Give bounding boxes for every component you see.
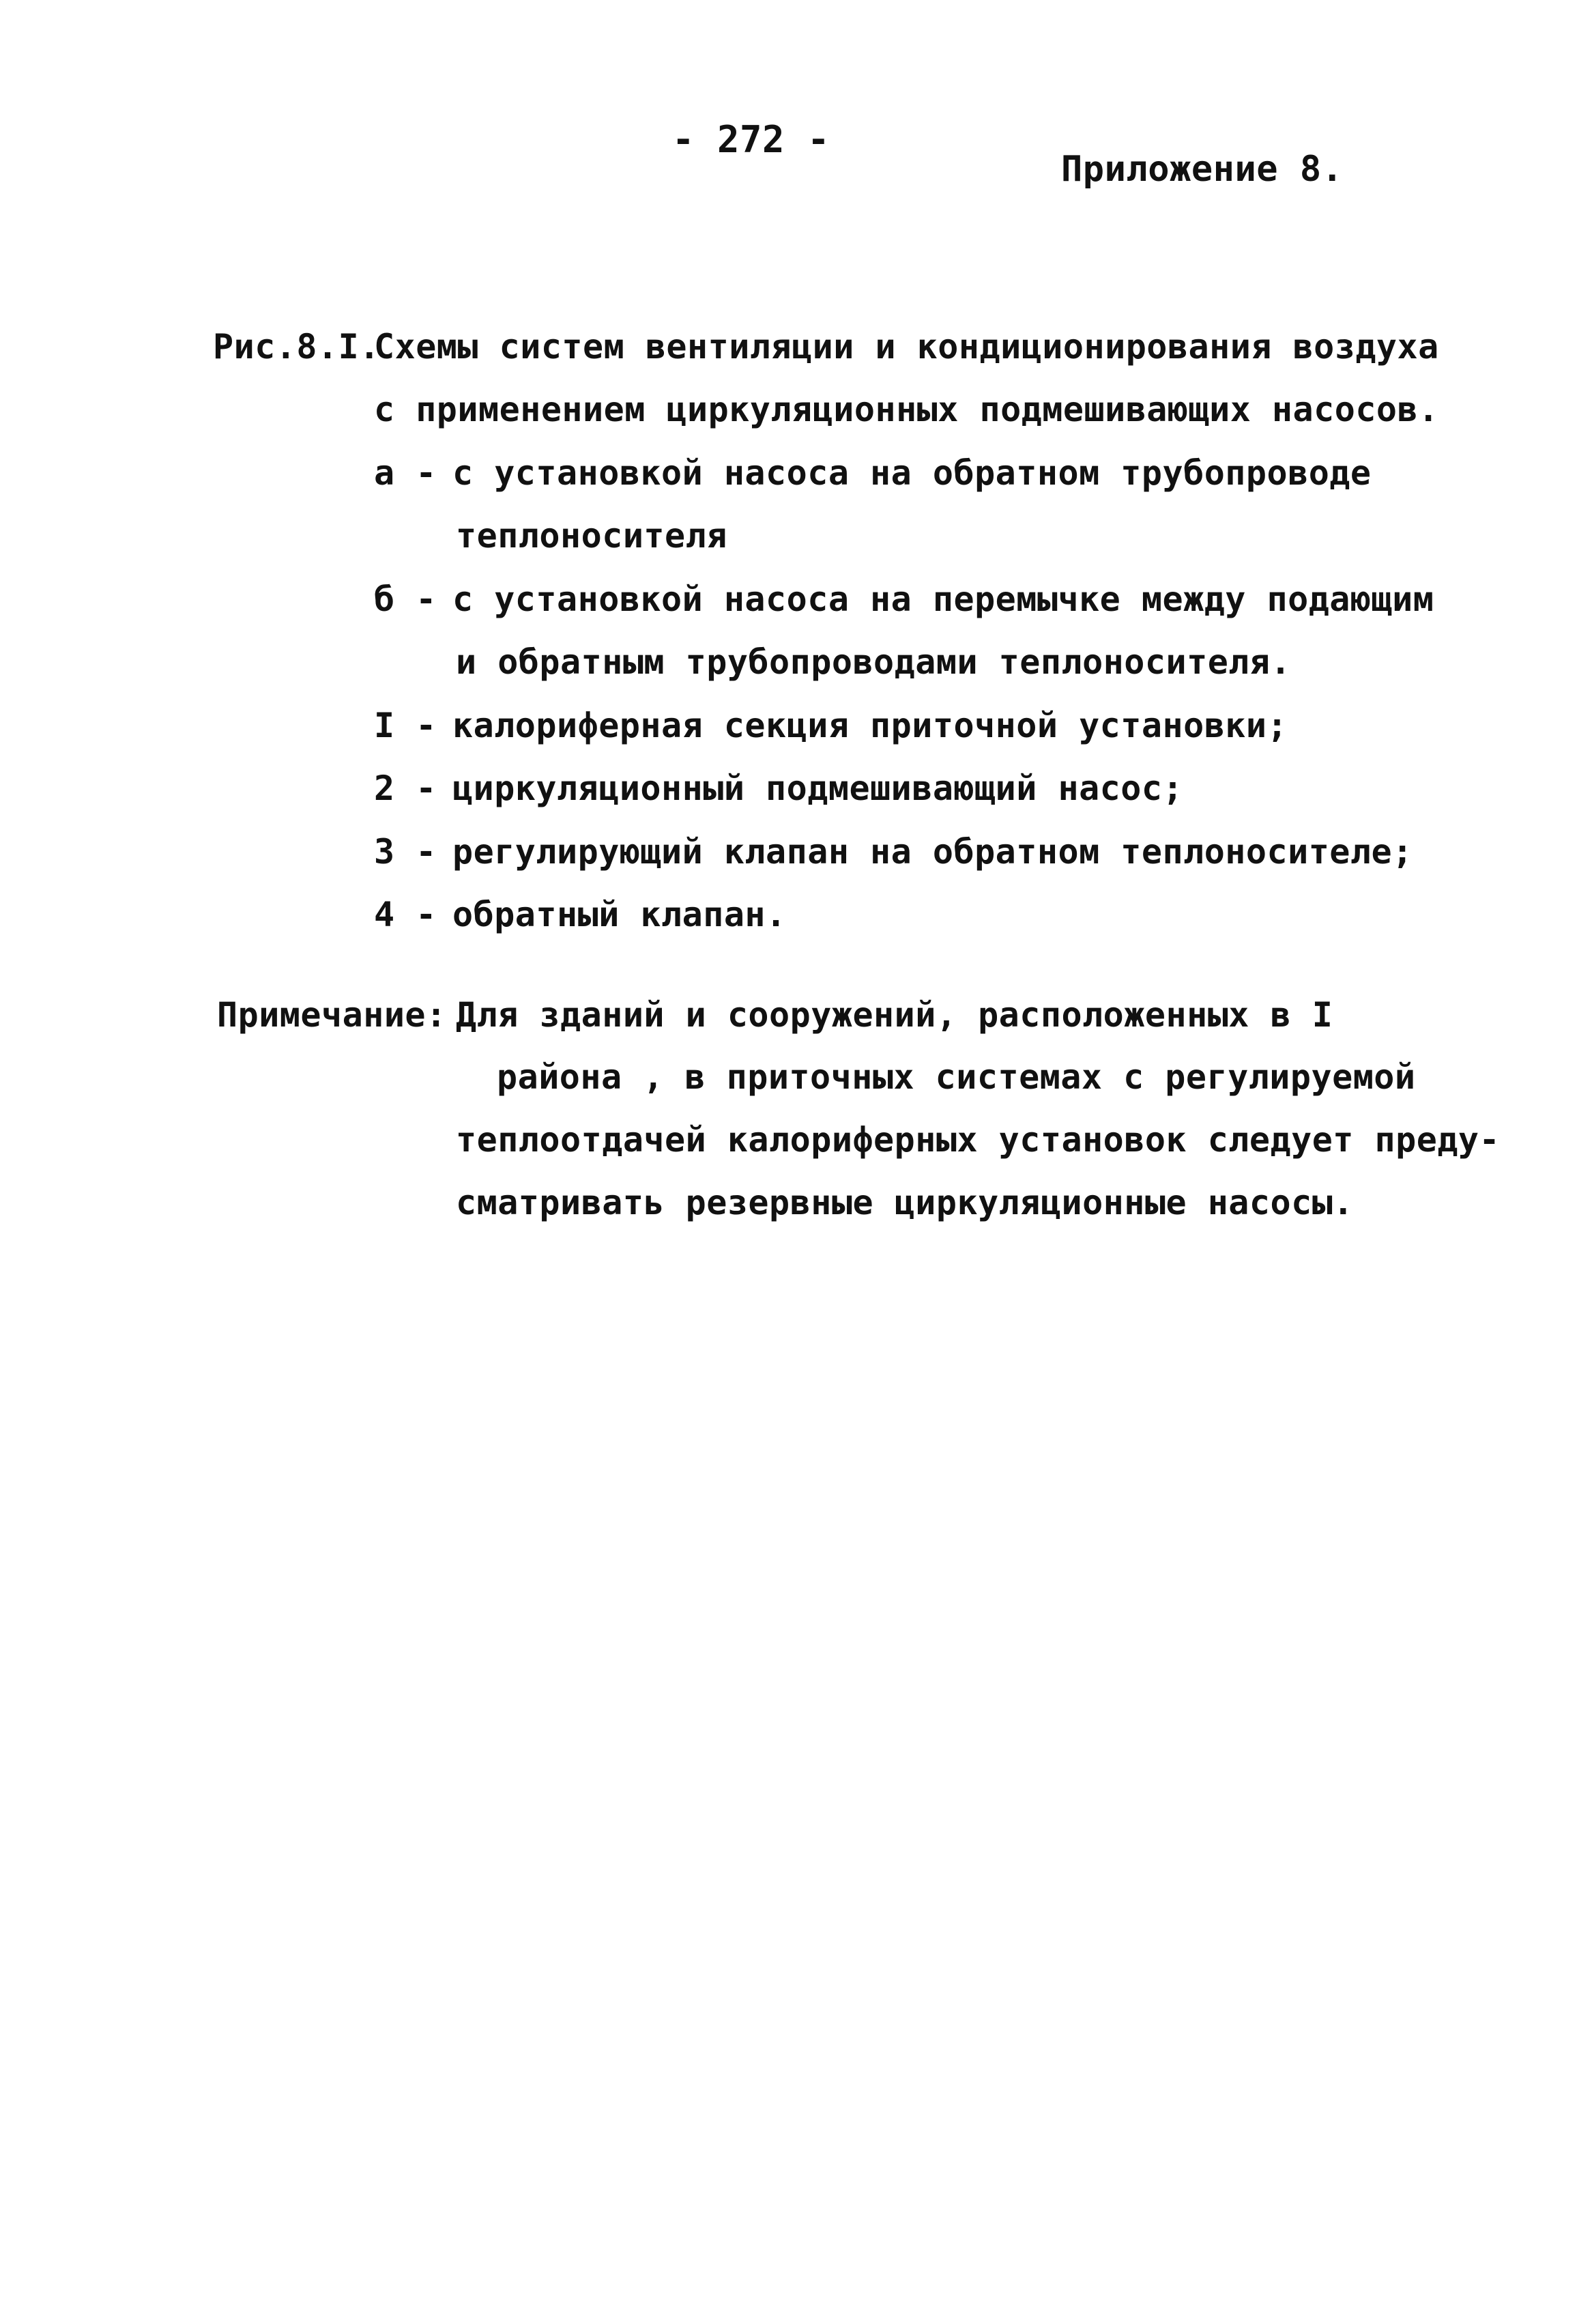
note-line: района , в приточных системах с регулируемой (497, 1057, 1416, 1097)
note-line: Для зданий и сооружений, расположенных в I (456, 995, 1333, 1035)
legend-continuation: и обратным трубопроводами теплоносителя. (456, 642, 1292, 682)
legend-marker: б - (374, 579, 437, 619)
legend-text: регулирующий клапан на обратном теплоносителе; (452, 832, 1413, 872)
legend-marker: I - (374, 706, 437, 745)
legend-text: циркуляционный подмешивающий насос; (452, 769, 1184, 808)
legend-item-a (374, 453, 1372, 493)
legend-item-4 (374, 894, 787, 935)
legend-item-1 (374, 705, 1288, 746)
figure-caption-line: с применением циркуляционных подмешивающих насосов. (374, 390, 1439, 429)
legend-item-b (374, 579, 1434, 620)
legend-marker: 2 - (374, 769, 437, 808)
legend-item-3 (374, 831, 1413, 872)
legend-text: калориферная секция приточной установки; (452, 706, 1288, 745)
figure-caption-line: Схемы систем вентиляции и кондиционирования воздуха (374, 327, 1439, 367)
legend-text: с установкой насоса на перемычке между подающим (452, 579, 1434, 619)
note-label: Примечание: (217, 995, 447, 1035)
legend-continuation: теплоносителя (456, 516, 727, 556)
legend-marker: а - (374, 453, 437, 493)
note-line: сматривать резервные циркуляционные насосы. (456, 1183, 1354, 1222)
legend-text: с установкой насоса на обратном трубопроводе (452, 453, 1372, 493)
figure-caption-label: Рис.8.I. (213, 327, 380, 367)
note-line: теплоотдачей калориферных установок следует преду- (456, 1120, 1501, 1160)
legend-marker: 4 - (374, 895, 437, 934)
legend-marker: 3 - (374, 832, 437, 872)
legend-item-2 (374, 768, 1183, 809)
appendix-label: Приложение 8. (1061, 149, 1344, 190)
legend-text: обратный клапан. (452, 895, 787, 934)
page-number: - 272 - (672, 118, 830, 161)
